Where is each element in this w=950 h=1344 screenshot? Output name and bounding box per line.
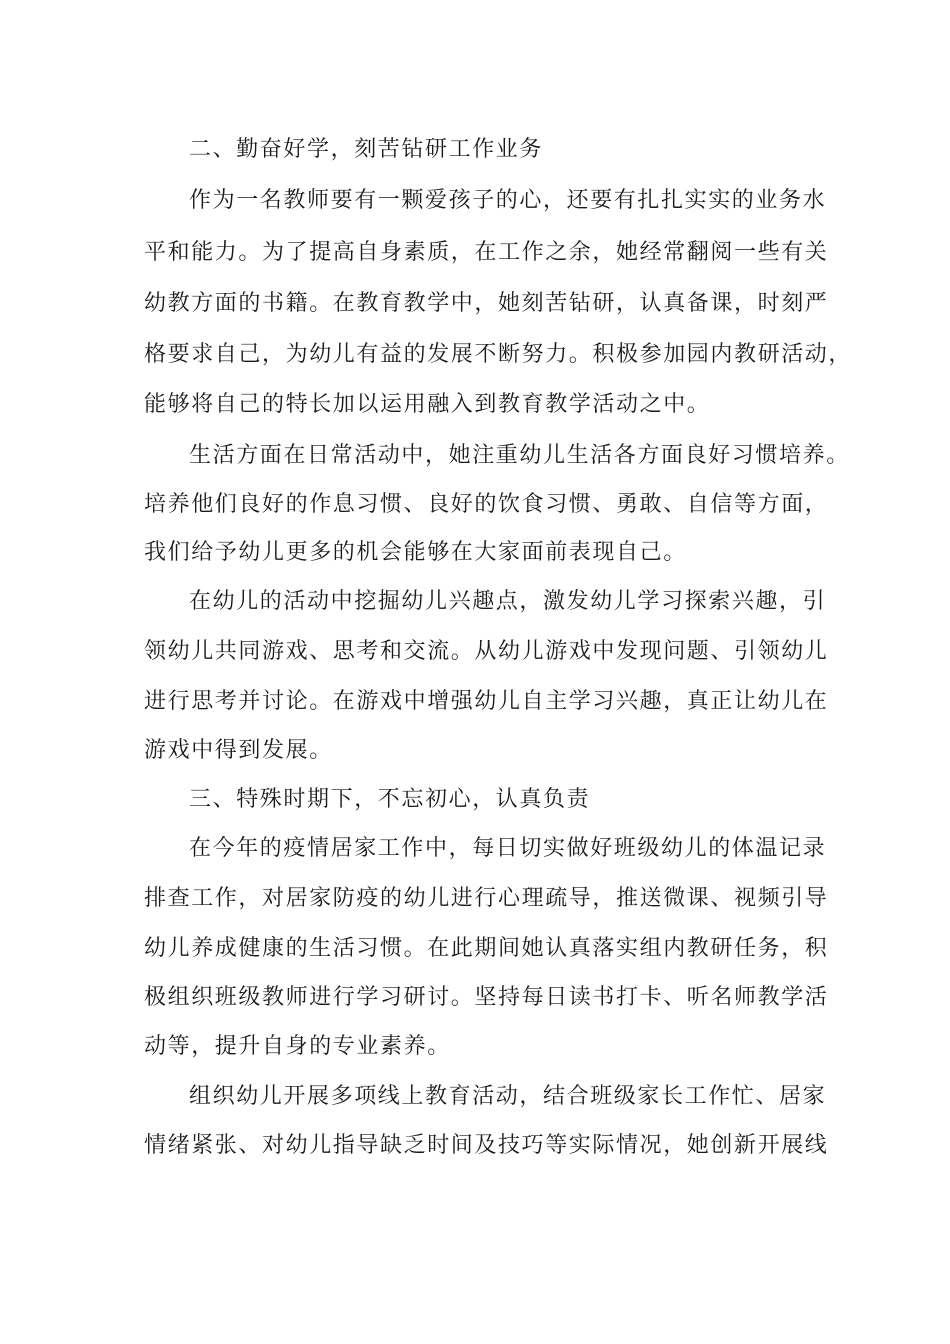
paragraph-line: 幼教方面的书籍。在教育教学中，她刻苦钻研，认真备课，时刻严 — [144, 291, 829, 316]
section-heading: 二、勤奋好学，刻苦钻研工作业务 — [189, 137, 544, 162]
paragraph-line: 生活方面在日常活动中，她注重幼儿生活各方面良好习惯培养。 — [189, 443, 850, 468]
paragraph-line: 在幼儿的活动中挖掘幼儿兴趣点，激发幼儿学习探索兴趣，引 — [189, 589, 827, 614]
section-heading: 三、特殊时期下，不忘初心，认真负责 — [189, 787, 591, 812]
paragraph-line: 幼儿养成健康的生活习惯。在此期间她认真落实组内教研任务，积 — [144, 936, 829, 961]
paragraph-line: 领幼儿共同游戏、思考和交流。从幼儿游戏中发现问题、引领幼儿 — [144, 639, 829, 664]
paragraph-line: 培养他们良好的作息习惯、良好的饮食习惯、勇敢、自信等方面， — [144, 492, 829, 517]
paragraph-line: 排查工作，对居家防疫的幼儿进行心理疏导，推送微课、视频引导 — [144, 886, 829, 911]
paragraph-line: 情绪紧张、对幼儿指导缺乏时间及技巧等实际情况，她创新开展线 — [144, 1133, 829, 1158]
paragraph-line: 平和能力。为了提高自身素质，在工作之余，她经常翻阅一些有关 — [144, 240, 829, 265]
paragraph-line: 游戏中得到发展。 — [144, 738, 333, 763]
paragraph-line: 极组织班级教师进行学习研讨。坚持每日读书打卡、听名师教学活 — [144, 985, 829, 1010]
paragraph-line: 组织幼儿开展多项线上教育活动，结合班级家长工作忙、居家 — [189, 1084, 827, 1109]
paragraph-line: 格要求自己，为幼儿有益的发展不断努力。积极参加园内教研活动， — [144, 342, 853, 367]
paragraph-line: 进行思考并讨论。在游戏中增强幼儿自主学习兴趣，真正让幼儿在 — [144, 689, 829, 714]
paragraph-line: 能够将自己的特长加以运用融入到教育教学活动之中。 — [144, 392, 711, 417]
paragraph-line: 我们给予幼儿更多的机会能够在大家面前表现自己。 — [144, 540, 687, 565]
paragraph-line: 动等，提升自身的专业素养。 — [144, 1034, 451, 1059]
paragraph-line: 作为一名教师要有一颗爱孩子的心，还要有扎扎实实的业务水 — [189, 188, 827, 213]
paragraph-line: 在今年的疫情居家工作中，每日切实做好班级幼儿的体温记录 — [189, 836, 827, 861]
